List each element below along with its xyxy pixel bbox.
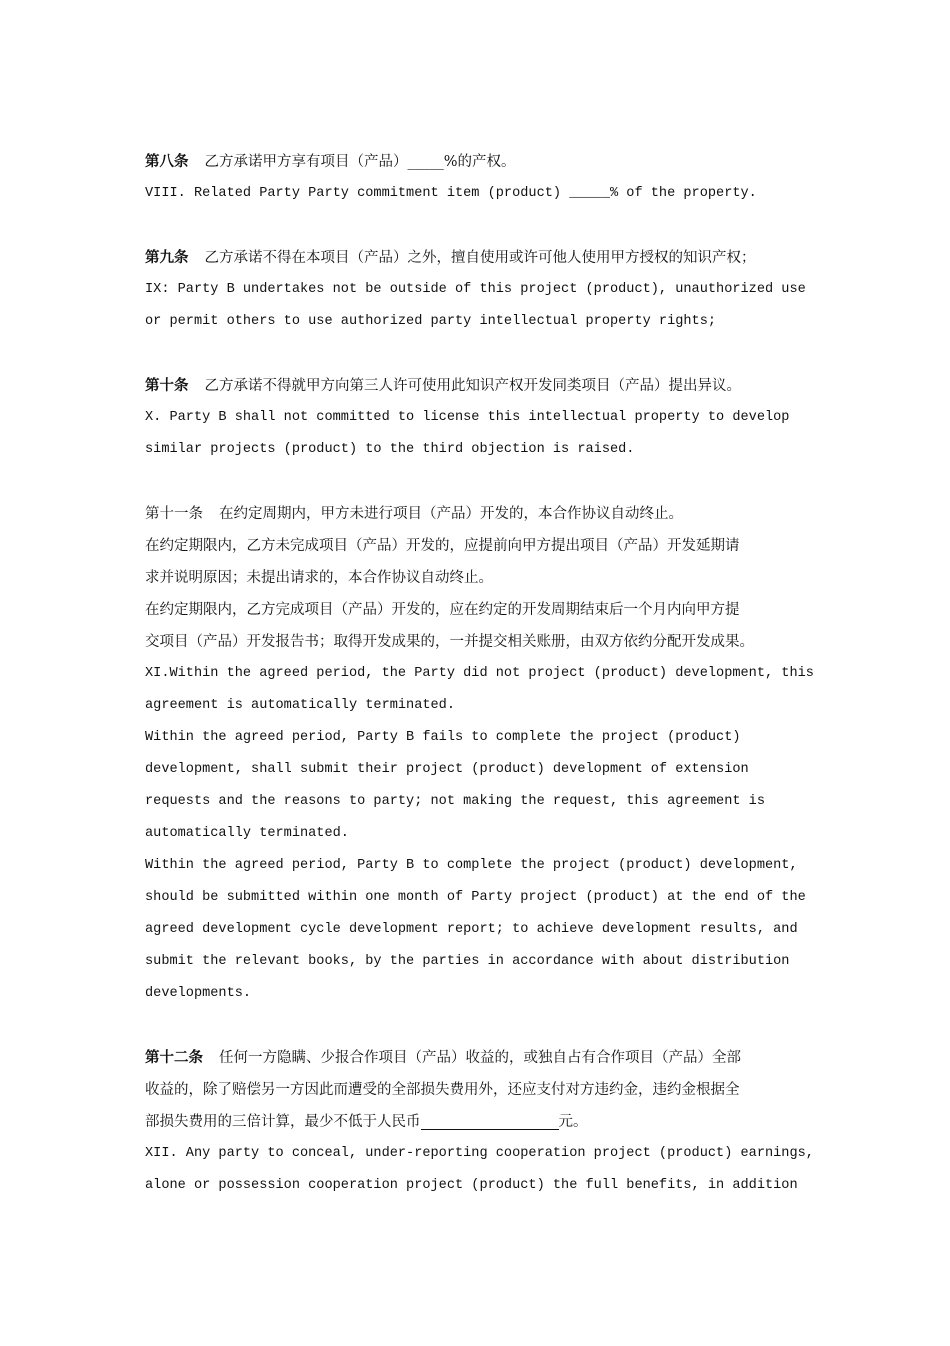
article-11-en-line: agreement is automatically terminated. bbox=[145, 698, 455, 713]
article-9-heading: 第九条 bbox=[145, 249, 189, 266]
article-12-zh bbox=[145, 1042, 825, 1074]
article-12-en-line: XII. Any party to conceal, under-reporting cooperation project (product) earnings, bbox=[145, 1146, 814, 1161]
article-11-en-line: submit the relevant books, by the parties in accordance with about distribution bbox=[145, 954, 790, 969]
article-9-text: 乙方承诺不得在本项目（产品）之外，擅自使用或许可他人使用甲方授权的知识产权； bbox=[204, 250, 756, 266]
article-11-en-line: requests and the reasons to party; not making the request, this agreement is bbox=[145, 794, 765, 809]
amount-blank-field bbox=[421, 1111, 559, 1130]
article-12-text: 任何一方隐瞒、少报合作项目（产品）收益的，或独自占有合作项目（产品）全部 bbox=[219, 1050, 741, 1066]
article-11-en-line: should be submitted within one month of Party project (product) at the end of the bbox=[145, 890, 806, 905]
article-11-zh-line: 求并说明原因；未提出请求的，本合作协议自动终止。 bbox=[145, 570, 493, 586]
article-11-heading: 第十一条 bbox=[145, 506, 203, 522]
article-11-text: 在约定周期内，甲方未进行项目（产品）开发的，本合作协议自动终止。 bbox=[219, 506, 683, 522]
article-11-en-line: XI.Within the agreed period, the Party did not project (product) development, this bbox=[145, 666, 814, 681]
article-11-zh-line: 在约定期限内，乙方完成项目（产品）开发的，应在约定的开发周期结束后一个月内向甲方提 bbox=[145, 602, 740, 618]
article-9-en-line: IX: Party B undertakes not be outside of this project (product), unauthorized use bbox=[145, 282, 806, 297]
article-11-zh-line: 在约定期限内，乙方未完成项目（产品）开发的，应提前向甲方提出项目（产品）开发延期请 bbox=[145, 538, 740, 554]
article-11-en-line: development, shall submit their project (product) development of extension bbox=[145, 762, 749, 777]
article-11-zh-line: 交项目（产品）开发报告书；取得开发成果的，一并提交相关账册，由双方依约分配开发成果。 bbox=[145, 634, 754, 650]
article-11-zh bbox=[145, 498, 825, 530]
article-10-text: 乙方承诺不得就甲方向第三人许可使用此知识产权开发同类项目（产品）提出异议。 bbox=[204, 378, 741, 394]
article-8-heading: 第八条 bbox=[145, 153, 189, 170]
article-11-en-line: Within the agreed period, Party B to complete the project (product) development, bbox=[145, 858, 798, 873]
article-12-zh-line: 收益的，除了赔偿另一方因此而遭受的全部损失费用外，还应支付对方违约金，违约金根据全 bbox=[145, 1082, 740, 1098]
article-8-text: 乙方承诺甲方享有项目（产品）_____%的产权。 bbox=[204, 154, 516, 170]
document-page bbox=[145, 146, 825, 1202]
article-10-en-line: similar projects (product) to the third objection is raised. bbox=[145, 442, 635, 457]
article-10-heading: 第十条 bbox=[145, 377, 189, 394]
article-8-zh bbox=[145, 146, 825, 178]
article-9-en-line: or permit others to use authorized party intellectual property rights; bbox=[145, 314, 717, 329]
article-12-heading: 第十二条 bbox=[145, 1049, 203, 1066]
article-8-en: VIII. Related Party Party commitment item (product) _____% of the property. bbox=[145, 186, 757, 201]
article-10-zh bbox=[145, 370, 825, 402]
article-10-en-line: X. Party B shall not committed to license this intellectual property to develop bbox=[145, 410, 790, 425]
article-12-zh-line: 部损失费用的三倍计算，最少不低于人民币 元。 bbox=[145, 1106, 825, 1138]
article-11-en-line: agreed development cycle development report; to achieve development results, and bbox=[145, 922, 798, 937]
article-9-zh bbox=[145, 242, 825, 274]
article-11-en-line: automatically terminated. bbox=[145, 826, 349, 841]
article-12-en-line: alone or possession cooperation project (product) the full benefits, in addition bbox=[145, 1178, 798, 1193]
article-11-en-line: Within the agreed period, Party B fails to complete the project (product) bbox=[145, 730, 741, 745]
article-11-en-line: developments. bbox=[145, 986, 252, 1001]
